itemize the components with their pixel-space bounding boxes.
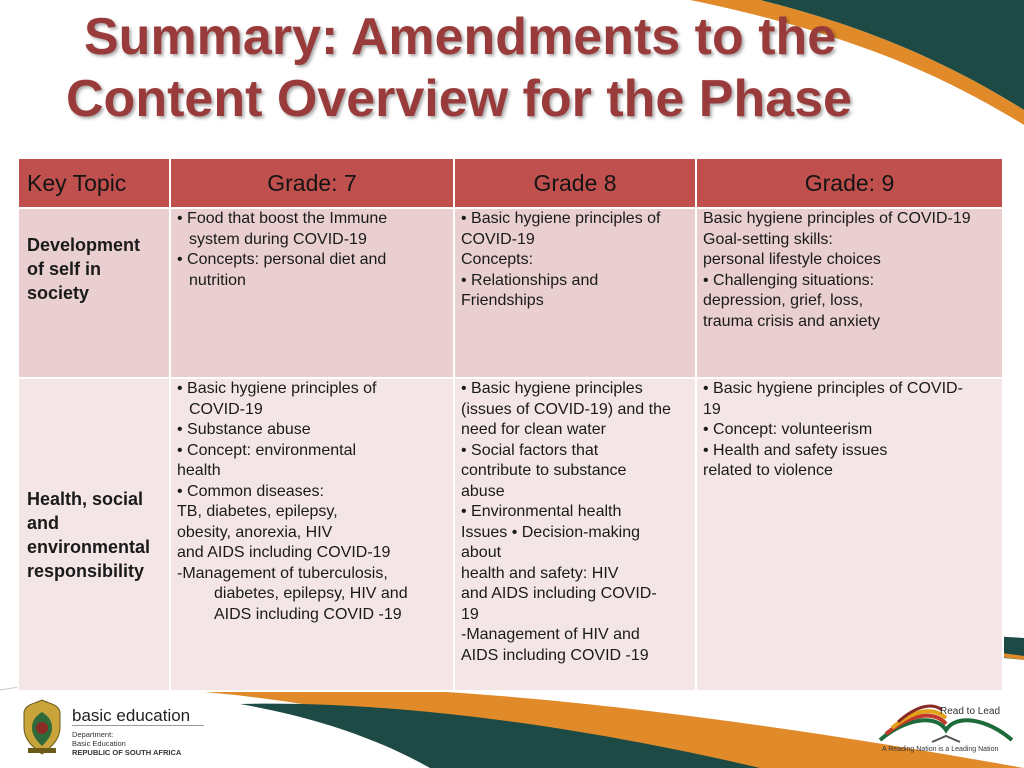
cell-line: • Food that boost the Immune	[177, 210, 388, 227]
table-row	[18, 378, 1003, 691]
dbe-dept-line: Department:	[72, 730, 114, 739]
cell-line: • Substance abuse	[177, 421, 311, 438]
cell-line: personal lifestyle choices	[703, 251, 881, 268]
cell-line: • Common diseases:	[177, 482, 324, 500]
cell-line: • Basic hygiene principles	[461, 380, 643, 397]
grade-8-cell	[454, 208, 696, 378]
cell-line: need for clean water	[461, 421, 606, 438]
grade-8-cell	[454, 378, 696, 691]
grade-9-cell	[696, 378, 1003, 691]
coat-of-arms-icon	[20, 698, 64, 756]
cell-line: and AIDS including COVID-19	[177, 544, 391, 561]
key-topic-line: society	[27, 283, 90, 303]
dbe-name: basic education	[72, 706, 191, 725]
slide-title	[66, 6, 966, 130]
header-key-topic: Key Topic	[18, 158, 170, 208]
cell-line: obesity, anorexia, HIV	[177, 523, 333, 541]
dbe-country: REPUBLIC OF SOUTH AFRICA	[72, 748, 182, 757]
header-grade-8: Grade 8	[454, 158, 696, 208]
header-grade-9: Grade: 9	[696, 158, 1003, 208]
cell-line: -Management of tuberculosis,	[177, 564, 388, 582]
cell-line: TB, diabetes, epilepsy,	[177, 503, 338, 520]
title-line-1: Summary: Amendments to the	[84, 8, 837, 66]
grade-7-cell	[170, 378, 454, 691]
cell-line: system during COVID-19	[189, 230, 367, 248]
cell-line: nutrition	[189, 271, 246, 289]
cell-line: • Concept: environmental	[177, 441, 357, 459]
cell-line: health	[177, 462, 221, 479]
read-to-lead-tagline: A Reading Nation is a Leading Nation	[882, 746, 999, 753]
key-topic-line: and	[27, 512, 60, 533]
table-row	[18, 208, 1003, 378]
cell-line: 19	[461, 605, 479, 623]
key-topic-cell	[18, 378, 170, 691]
cell-line: • Environmental health	[461, 503, 622, 520]
cell-line: Issues • Decision-making	[461, 523, 640, 541]
key-topic-line: Health, social	[27, 488, 144, 509]
cell-line: Basic hygiene principles of COVID-19	[703, 210, 971, 227]
key-topic-cell	[18, 208, 170, 378]
cell-line: • Challenging situations:	[703, 271, 875, 289]
cell-line: and AIDS including COVID-	[461, 585, 657, 602]
key-topic-line: responsibility	[27, 560, 145, 581]
cell-line: -Management of HIV and	[461, 626, 640, 643]
cell-line: about	[461, 544, 502, 561]
grade-7-cell	[170, 208, 454, 378]
key-topic-line: environmental	[27, 536, 151, 557]
key-topic-line: Development	[27, 235, 141, 255]
basic-education-logo	[20, 698, 191, 761]
cell-line: diabetes, epilepsy, HIV and	[214, 585, 408, 602]
cell-line: depression, grief, loss,	[703, 292, 864, 309]
cell-line: • Health and safety issues	[703, 441, 888, 459]
read-to-lead-title: Read to Lead	[940, 706, 1001, 717]
cell-line: • Social factors that	[461, 441, 599, 459]
cell-line: COVID-19	[189, 400, 263, 418]
content-overview-table	[17, 157, 1004, 692]
cell-line: • Basic hygiene principles of COVID-	[703, 380, 963, 397]
cell-line: AIDS including COVID -19	[461, 646, 649, 664]
title-line-2: Content Overview for the Phase	[66, 70, 852, 128]
dbe-department	[72, 730, 181, 757]
cell-line: (issues of COVID-19) and the	[461, 400, 671, 418]
cell-line: • Concepts: personal diet and	[177, 251, 387, 268]
cell-line: Goal-setting skills:	[703, 230, 833, 248]
table-header-row	[18, 158, 1003, 208]
cell-line: trauma crisis and anxiety	[703, 312, 880, 330]
cell-line: 19	[703, 400, 721, 418]
dbe-dept-line: Basic Education	[72, 739, 126, 748]
read-to-lead-logo	[876, 700, 1016, 760]
cell-line: Concepts:	[461, 251, 534, 268]
cell-line: related to violence	[703, 462, 833, 479]
cell-line: • Relationships and	[461, 271, 599, 289]
cell-line: • Basic hygiene principles of	[461, 210, 661, 227]
cell-line: contribute to substance	[461, 462, 627, 479]
cell-line: AIDS including COVID -19	[214, 605, 402, 623]
cell-line: health and safety: HIV	[461, 564, 619, 582]
cell-line: COVID-19	[461, 230, 535, 248]
grade-9-cell	[696, 208, 1003, 378]
header-grade-7: Grade: 7	[170, 158, 454, 208]
cell-line: abuse	[461, 482, 505, 500]
cell-line: • Concept: volunteerism	[703, 421, 873, 438]
cell-line: Friendships	[461, 292, 544, 309]
cell-line: • Basic hygiene principles of	[177, 380, 377, 397]
key-topic-line: of self in	[27, 259, 102, 279]
